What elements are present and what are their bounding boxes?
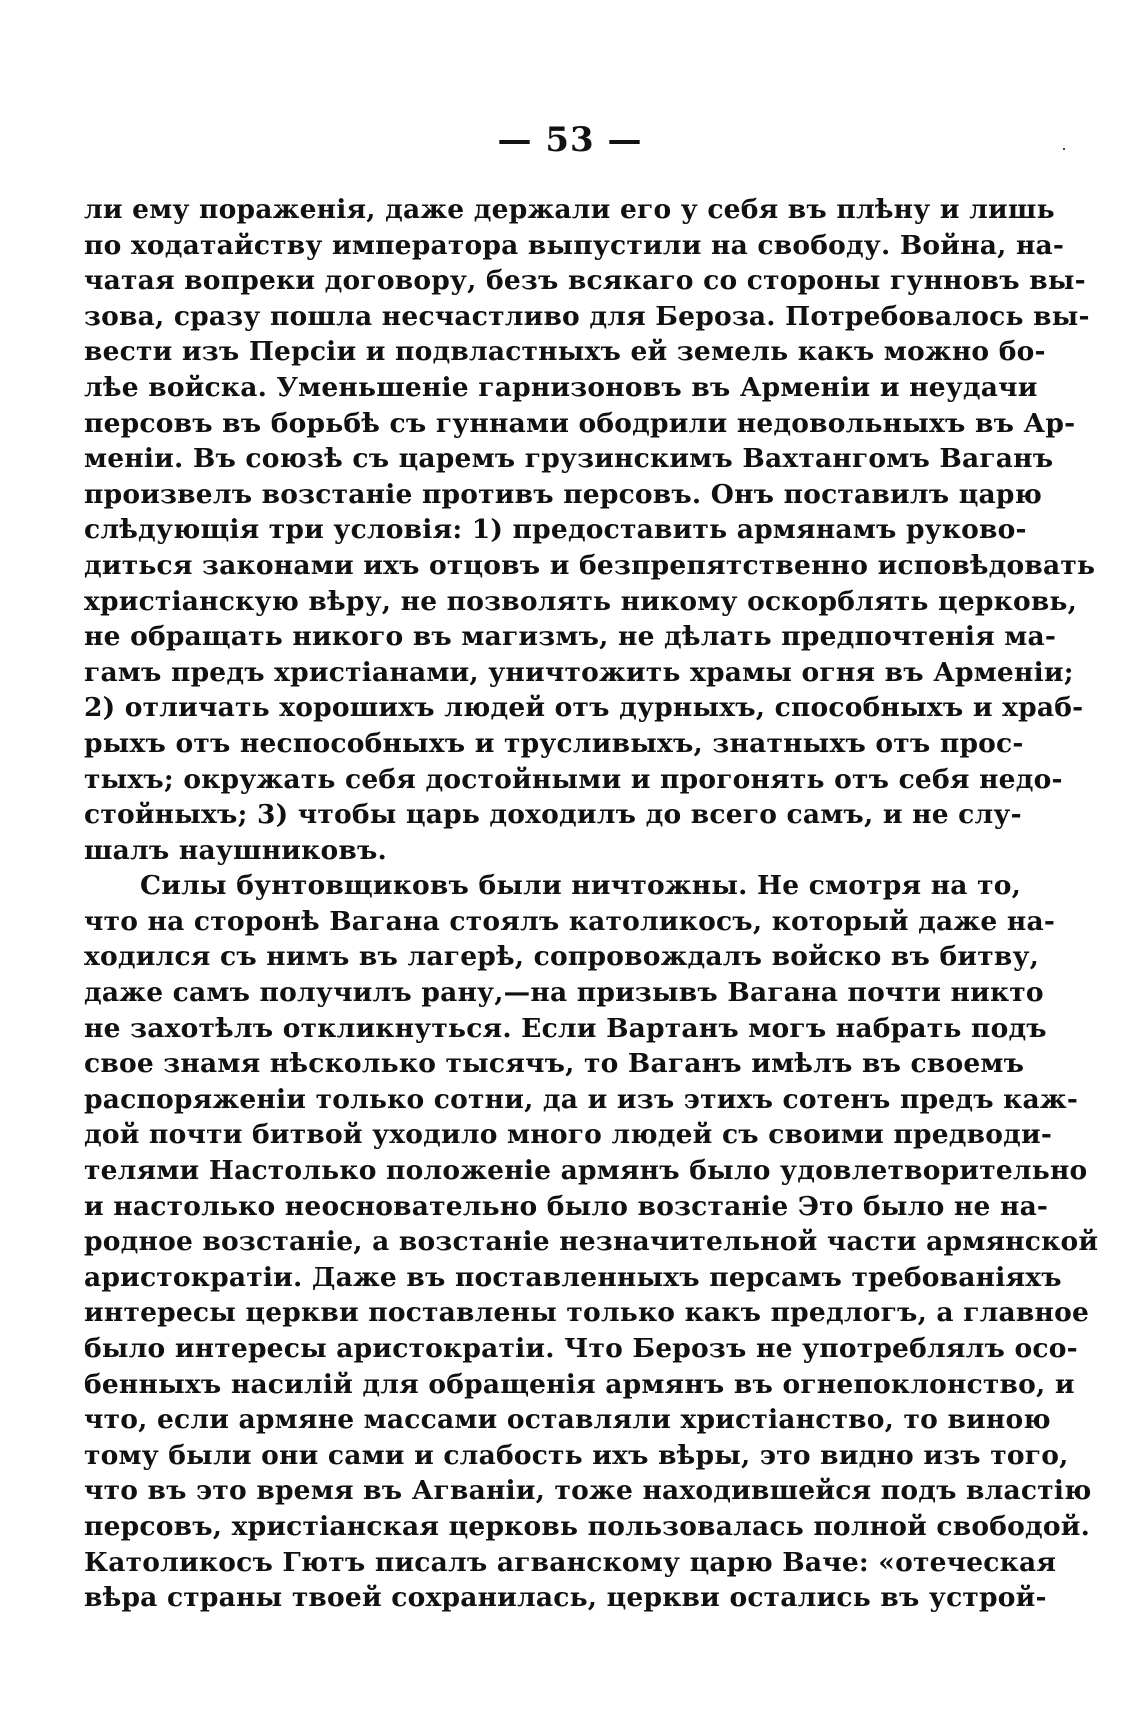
text-line: чатая вопреки договору, безъ всякаго со стороны гунновъ вы- [84, 265, 1086, 297]
text-line: тыхъ; окружать себя достойными и прогонять отъ себя недо- [84, 763, 1063, 795]
text-line: было интересы аристократіи. Что Берозъ не употреблялъ осо- [84, 1333, 1078, 1364]
text-line: дой почти битвой уходило много людей съ своими предводи- [84, 1119, 1053, 1151]
text-line: произвелъ возстаніе противъ персовъ. Онъ поставилъ царю [84, 478, 1042, 510]
text-line: 2) отличать хорошихъ людей отъ дурныхъ, способныхъ и храб- [84, 692, 1084, 724]
text-line: христіанскую вѣру, не позволять никому оскорблять церковь, [84, 585, 1078, 617]
text-line: даже самъ получилъ рану,—на призывъ Вагана почти никто [84, 977, 1044, 1009]
text-line: Силы бунтовщиковъ были ничтожны. Не смотря на то, [140, 870, 1022, 902]
text-line: вести изъ Персіи и подвластныхъ ей земель какъ можно бо- [84, 336, 1046, 368]
text-line: и настолько неосновательно было возстаніе Это было не на- [84, 1190, 1049, 1222]
body-text [84, 192, 1099, 1616]
text-line: что на сторонѣ Вагана стоялъ католикосъ, который даже на- [84, 905, 1056, 937]
text-line: тому были они сами и слабость ихъ вѣры, это видно изъ того, [84, 1439, 1069, 1471]
text-line: что, если армяне массами оставляли христіанство, то виною [84, 1404, 1051, 1436]
text-line: меніи. Въ союзѣ съ царемъ грузинскимъ Вахтангомъ Ваганъ [84, 443, 1054, 475]
text-line: родное возстаніе, а возстаніе незначительной части армянской [84, 1226, 1099, 1258]
text-line: аристократіи. Даже въ поставленныхъ персамъ требованіяхъ [84, 1261, 1062, 1293]
text-line: бенныхъ насилій для обращенія армянъ въ огнепоклонство, и [84, 1368, 1075, 1400]
paragraph-1 [84, 192, 1096, 868]
text-line: свое знамя нѣсколько тысячъ, то Ваганъ имѣлъ въ своемъ [84, 1048, 1025, 1080]
text-line: интересы церкви поставлены только какъ предлогъ, а главное [84, 1297, 1090, 1329]
text-line: не захотѣлъ откликнуться. Если Вартанъ могъ набрать подъ [84, 1012, 1047, 1044]
text-line: персовъ, христіанская церковь пользовалась полной свободой. [84, 1510, 1091, 1542]
text-line: не обращать никого въ магизмъ, не дѣлать предпочтенія ма- [84, 621, 1057, 653]
text-line: лѣе войска. Уменьшеніе гарнизоновъ въ Арменіи и неудачи [84, 371, 1038, 403]
text-line: Католикосъ Гютъ писалъ агванскому царю Ваче: «отеческая [84, 1546, 1057, 1578]
text-line: диться законами ихъ отцовъ и безпрепятственно исповѣдовать [84, 549, 1096, 581]
text-line: стойныхъ; 3) чтобы царь доходилъ до всего самъ, и не слу- [84, 799, 1022, 831]
text-line: по ходатайству императора выпустили на свободу. Война, на- [84, 229, 1065, 261]
text-line: ли ему пораженія, даже держали его у себя въ плѣну и лишь [84, 194, 1055, 225]
text-line: слѣдующія три условія: 1) предоставить армянамъ руково- [84, 514, 1027, 546]
text-line: вѣра страны твоей сохранилась, церкви остались въ устрой- [84, 1582, 1047, 1614]
text-line: зова, сразу пошла несчастливо для Бероза. Потребовалось вы- [84, 300, 1090, 332]
text-line: что въ это время въ Агваніи, тоже находившейся подъ властію [84, 1475, 1092, 1507]
scan-speck [1063, 148, 1065, 150]
page-number: — 53 — [497, 120, 643, 160]
text-line: рыхъ отъ неспособныхъ и трусливыхъ, знатныхъ отъ прос- [84, 727, 1024, 759]
paragraph-2 [84, 868, 1099, 1615]
text-line: персовъ въ борьбѣ съ гуннами ободрили недовольныхъ въ Ар- [84, 407, 1076, 439]
text-line: телями Настолько положеніе армянъ было удовлетворительно [84, 1155, 1088, 1187]
text-line: шалъ наушниковъ. [84, 834, 387, 866]
text-line: ходился съ нимъ въ лагерѣ, сопровождалъ войско въ битву, [84, 941, 1040, 973]
text-line: гамъ предъ христіанами, уничтожить храмы огня въ Арменіи; [84, 656, 1074, 688]
text-line: распоряженіи только сотни, да и изъ этихъ сотенъ предъ каж- [84, 1083, 1079, 1115]
